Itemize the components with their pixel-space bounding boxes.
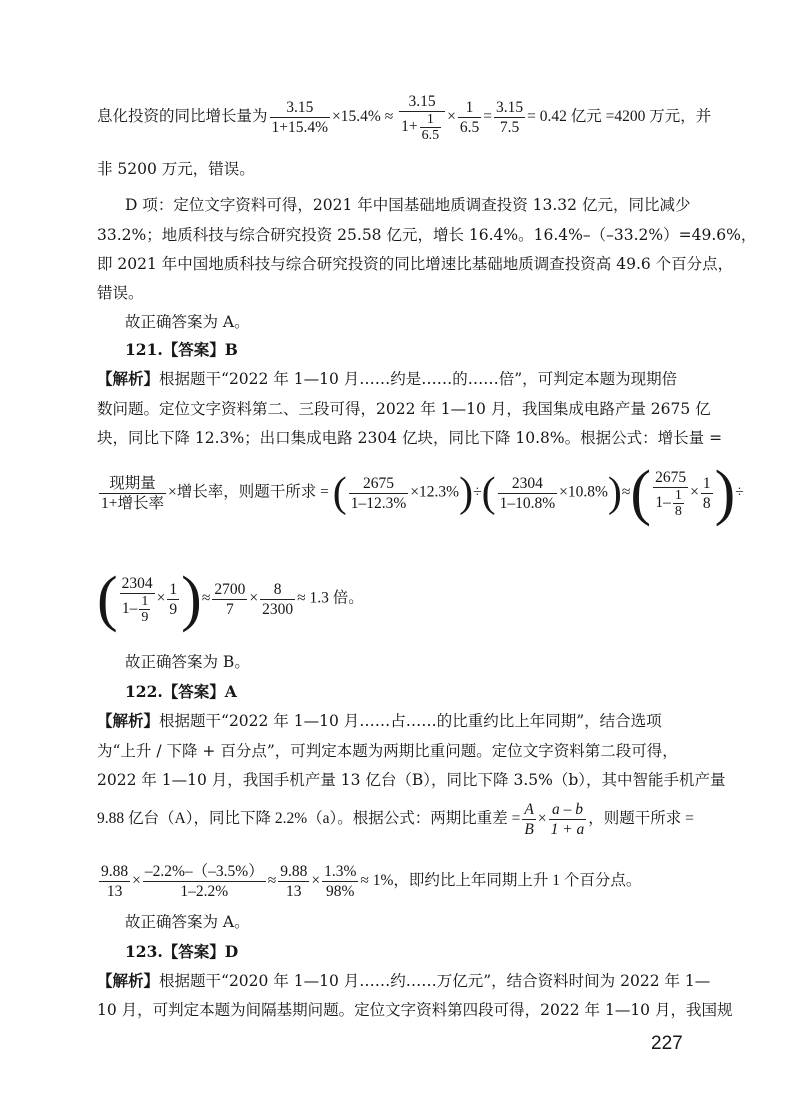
text-line: 【解析】根据题干“2022 年 1—10 月……占……的比重约比上年同期”，结合选项 xyxy=(97,711,662,730)
text: 息化投资的同比增长量为 xyxy=(97,108,268,126)
text-line: 10 月，可判定本题为间隔基期问题。定位文字资料第四段可得，2022 年 1—10 月，我国规 xyxy=(97,1001,733,1019)
text-line: 非 5200 万元，错误。 xyxy=(97,160,255,178)
formula-line-5: $\frac{9.88}{13}$ × $\frac{-2.2\%-(-3.5\%)}{1-2.2\%}$ ≈ $\frac{9.88}{13}$ × $\frac{1.3\%}{98\%}$ ≈ 1%，即约比上年同期上升 1 个百分点。 xyxy=(101,863,642,900)
formula-line-1: 息化投资的同比增长量为 $\frac{3.15}{1+15.4\%}$ ×15.4% ≈ 3.15 1+ $\frac{1}{6.5}$ × $\frac{1}{6.5}$ = $\frac{3.15}{7.5}$ = 0.42 亿元 =4200 万元，并 xyxy=(97,93,712,143)
formula-line-4: 9.88 亿台（A），同比下降 2.2%（a）。根据公式：两期比重差 = $\frac{A}{B}$ × $\frac{a - b}{1 + a}$ ，则题干所求 = xyxy=(97,801,694,838)
text-line: 【解析】根据题干“2022 年 1—10 月……约是……的……倍”，可判定本题为现期倍 xyxy=(97,369,678,388)
answer-heading: 122.【答案】A xyxy=(125,682,237,701)
answer-heading: 123.【答案】D xyxy=(125,942,239,961)
text-line: 33.2%；地质科技与综合研究投资 25.58 亿元，增长 16.4%。16.4%–（–33.2%）=49.6%， xyxy=(97,226,757,244)
text-line: 【解析】根据题干“2020 年 1—10 月……约……万亿元”，结合资料时间为 2022 年 1— xyxy=(97,971,711,990)
page-number: 227 xyxy=(651,1033,683,1054)
text-line: 数问题。定位文字资料第二、三段可得，2022 年 1—10 月，我国集成电路产量 2675 亿 xyxy=(97,400,711,418)
fraction: $\frac{3.15}{7.5}$ xyxy=(495,99,524,136)
answer-heading: 121.【答案】B xyxy=(125,340,238,359)
text-line: 块，同比下降 12.3%；出口集成电路 2304 亿块，同比下降 10.8%。根据公式：增长量 = xyxy=(97,429,723,447)
text-line: 为“上升 / 下降 + 百分点”，可判定本题为两期比重问题。定位文字资料第二段可得， xyxy=(97,742,678,760)
text-line: D 项：定位文字资料可得，2021 年中国基础地质调查投资 13.32 亿元，同比减少 xyxy=(125,196,691,214)
text-line: 即 2021 年中国地质科技与综合研究投资的同比增速比基础地质调查投资高 49.6 个百分点， xyxy=(97,255,734,273)
text-line: 故正确答案为 A。 xyxy=(125,913,250,931)
fraction: $\frac{3.15}{1+15.4\%}$ xyxy=(271,99,329,136)
text-line: 故正确答案为 A。 xyxy=(125,313,250,331)
text-line: 错误。 xyxy=(97,284,144,302)
formula-line-2: $\frac{\text{现期量}}{\text{1+增长率}}$ ×增长率，则题干所求 = ( $\frac{2675}{1-12.3\%}$ ×12.3%)÷( $\frac{2304}{1-10.8\%}$ ×10.8%)≈( 2675 1– $\frac{1}{8}$ × $\frac{1}{8}$ )÷ xyxy=(101,459,744,527)
fraction: $\frac{1}{6.5}$ xyxy=(459,99,480,136)
text-line: 2022 年 1—10 月，我国手机产量 13 亿台（B），同比下降 3.5%（b），其中智能手机产量 xyxy=(97,771,726,789)
formula-line-3: ( 2304 1– $\frac{1}{9}$ × $\frac{1}{9}$ )≈ $\frac{2700}{7}$ × $\frac{8}{2300}$ ≈ 1.3 倍。 xyxy=(97,565,364,633)
text-line: 故正确答案为 B。 xyxy=(125,653,250,671)
fraction: 3.15 1+ $\frac{1}{6.5}$ xyxy=(399,92,445,143)
